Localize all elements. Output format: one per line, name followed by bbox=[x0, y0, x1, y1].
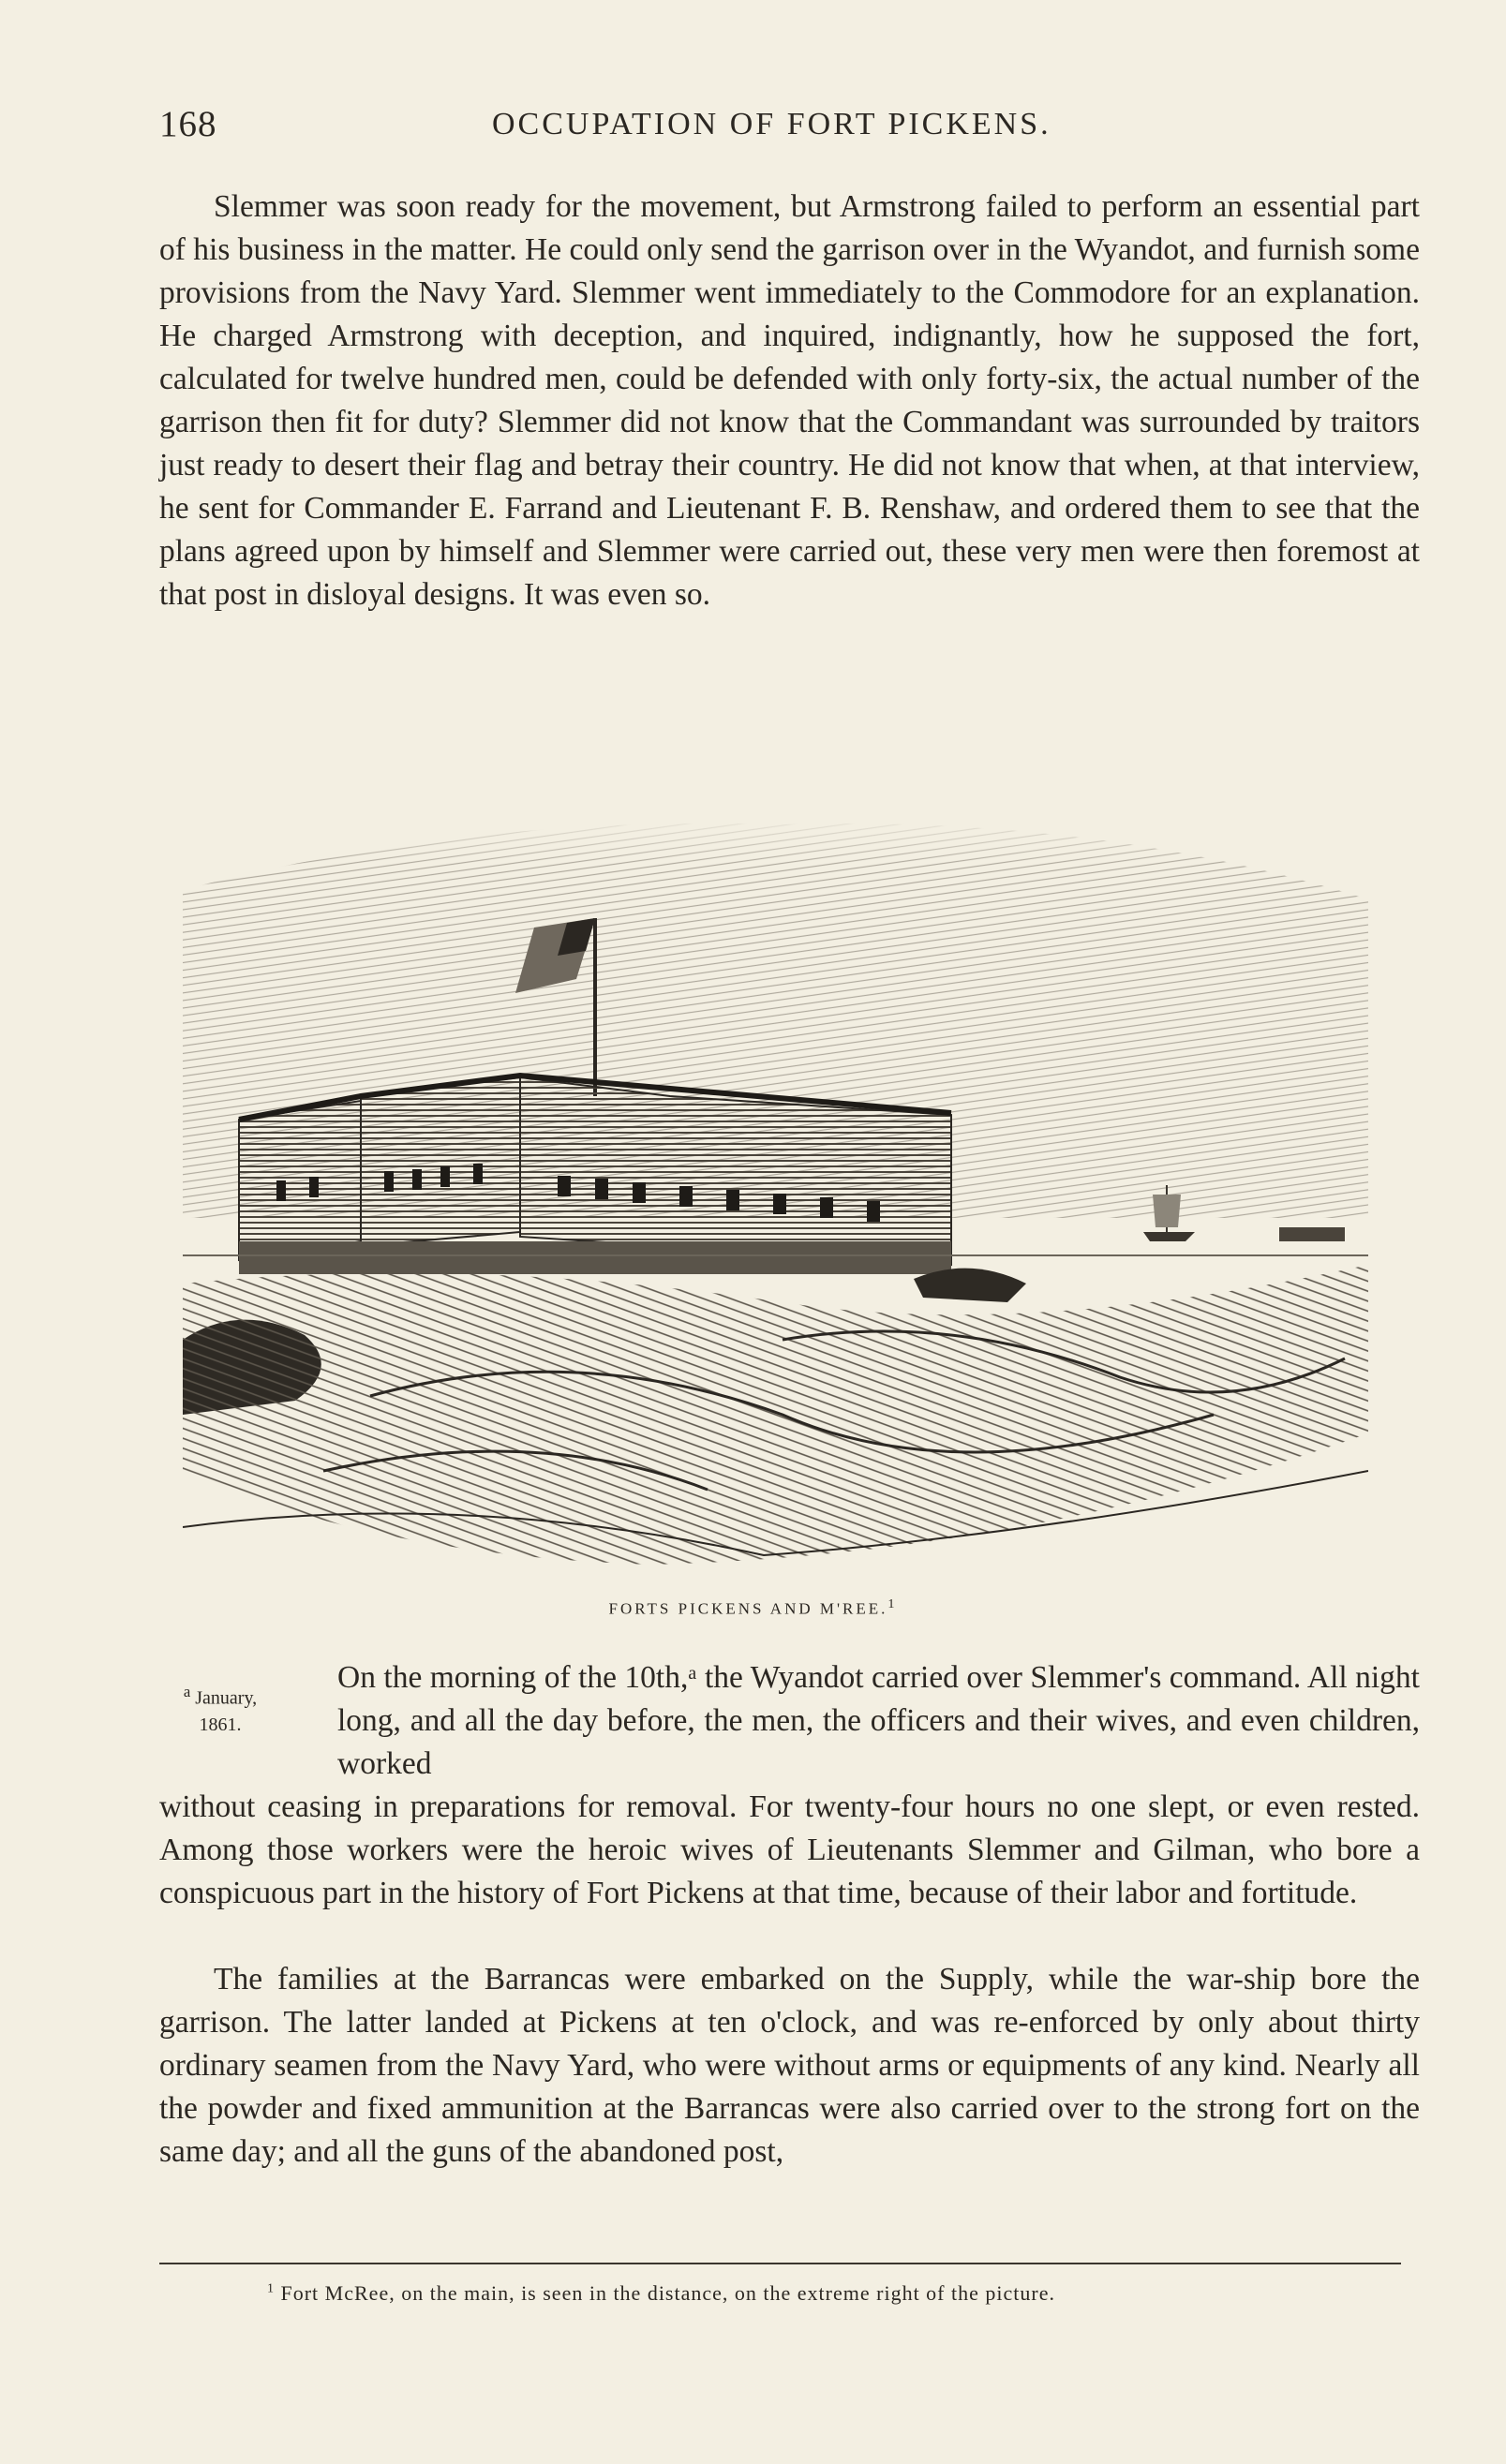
footnote-text: Fort McRee, on the main, is seen in the distance, on the extreme right of the picture. bbox=[280, 2281, 1055, 2305]
paragraph-1: Slemmer was soon ready for the movement, but Armstrong failed to perform an essential part of his business in the matter. He could only send the garrison over in the Wyandot, and furnish some provisions from the Navy Yard. Slemmer went immediately to the Commodore for an explanation. He charged Armstrong with deception, and inquired, indignantly, how he supposed the fort, calculated for twelve hundred men, could be defended with only forty-six, the actual number of the garrison then fit for duty? Slemmer did not know that the Commandant was surrounded by traitors just ready to desert their flag and betray their country. He did not know that when, at that interview, he sent for Commander E. Farrand and Lieutenant F. B. Renshaw, and ordered them to see that the plans agreed upon by himself and Slemmer were carried out, these very men were then foremost at that post in disloyal designs. It was even so. bbox=[159, 189, 1420, 612]
margin-note-mark: a bbox=[183, 1683, 191, 1700]
fort-pickens-engraving bbox=[183, 815, 1368, 1579]
paragraph-2-body: without ceasing in preparations for removal. For twenty-four hours no one slept, or even rested. Among those workers were the heroic wives of Lieutenants Slemmer and Gilman, who bore a conspicuous part in the history of Fort Pickens at that time, because of their labor and fortitude. bbox=[159, 1789, 1420, 1910]
engraving-caption bbox=[0, 1596, 1506, 1619]
caption-note-mark: 1 bbox=[887, 1596, 898, 1611]
caption-text: FORTS PICKENS AND M'REE. bbox=[608, 1599, 888, 1618]
running-head bbox=[159, 103, 1420, 150]
running-title: OCCUPATION OF FORT PICKENS. bbox=[492, 107, 1051, 141]
page-number: 168 bbox=[159, 104, 217, 144]
paragraph-2 bbox=[159, 1656, 1420, 1915]
footnote-mark: 1 bbox=[267, 2281, 275, 2296]
footnote bbox=[267, 2281, 1345, 2306]
paragraph-3: The families at the Barrancas were embarked on the Supply, while the war-ship bore the garrison. The latter landed at Pickens at ten o'clock, and was re-enforced by only about thirty ordinary seamen from the Navy Yard, who were without arms or equipments of any kind. Nearly all the powder and fixed ammunition at the Barrancas were also carried over to the strong fort on the same day; and all the guns of the abandoned post, bbox=[159, 1962, 1420, 2169]
paragraph-2-indented: On the morning of the 10th,ᵃ the Wyandot carried over Slemmer's command. All night long, and all the day before, the men, the officers and their wives, and even children, worked bbox=[337, 1660, 1420, 1781]
footnote-rule bbox=[159, 2263, 1401, 2264]
engraving-drawing bbox=[183, 815, 1368, 1579]
margin-note-month: January, bbox=[195, 1687, 258, 1709]
margin-note-year: 1861. bbox=[199, 1714, 242, 1735]
